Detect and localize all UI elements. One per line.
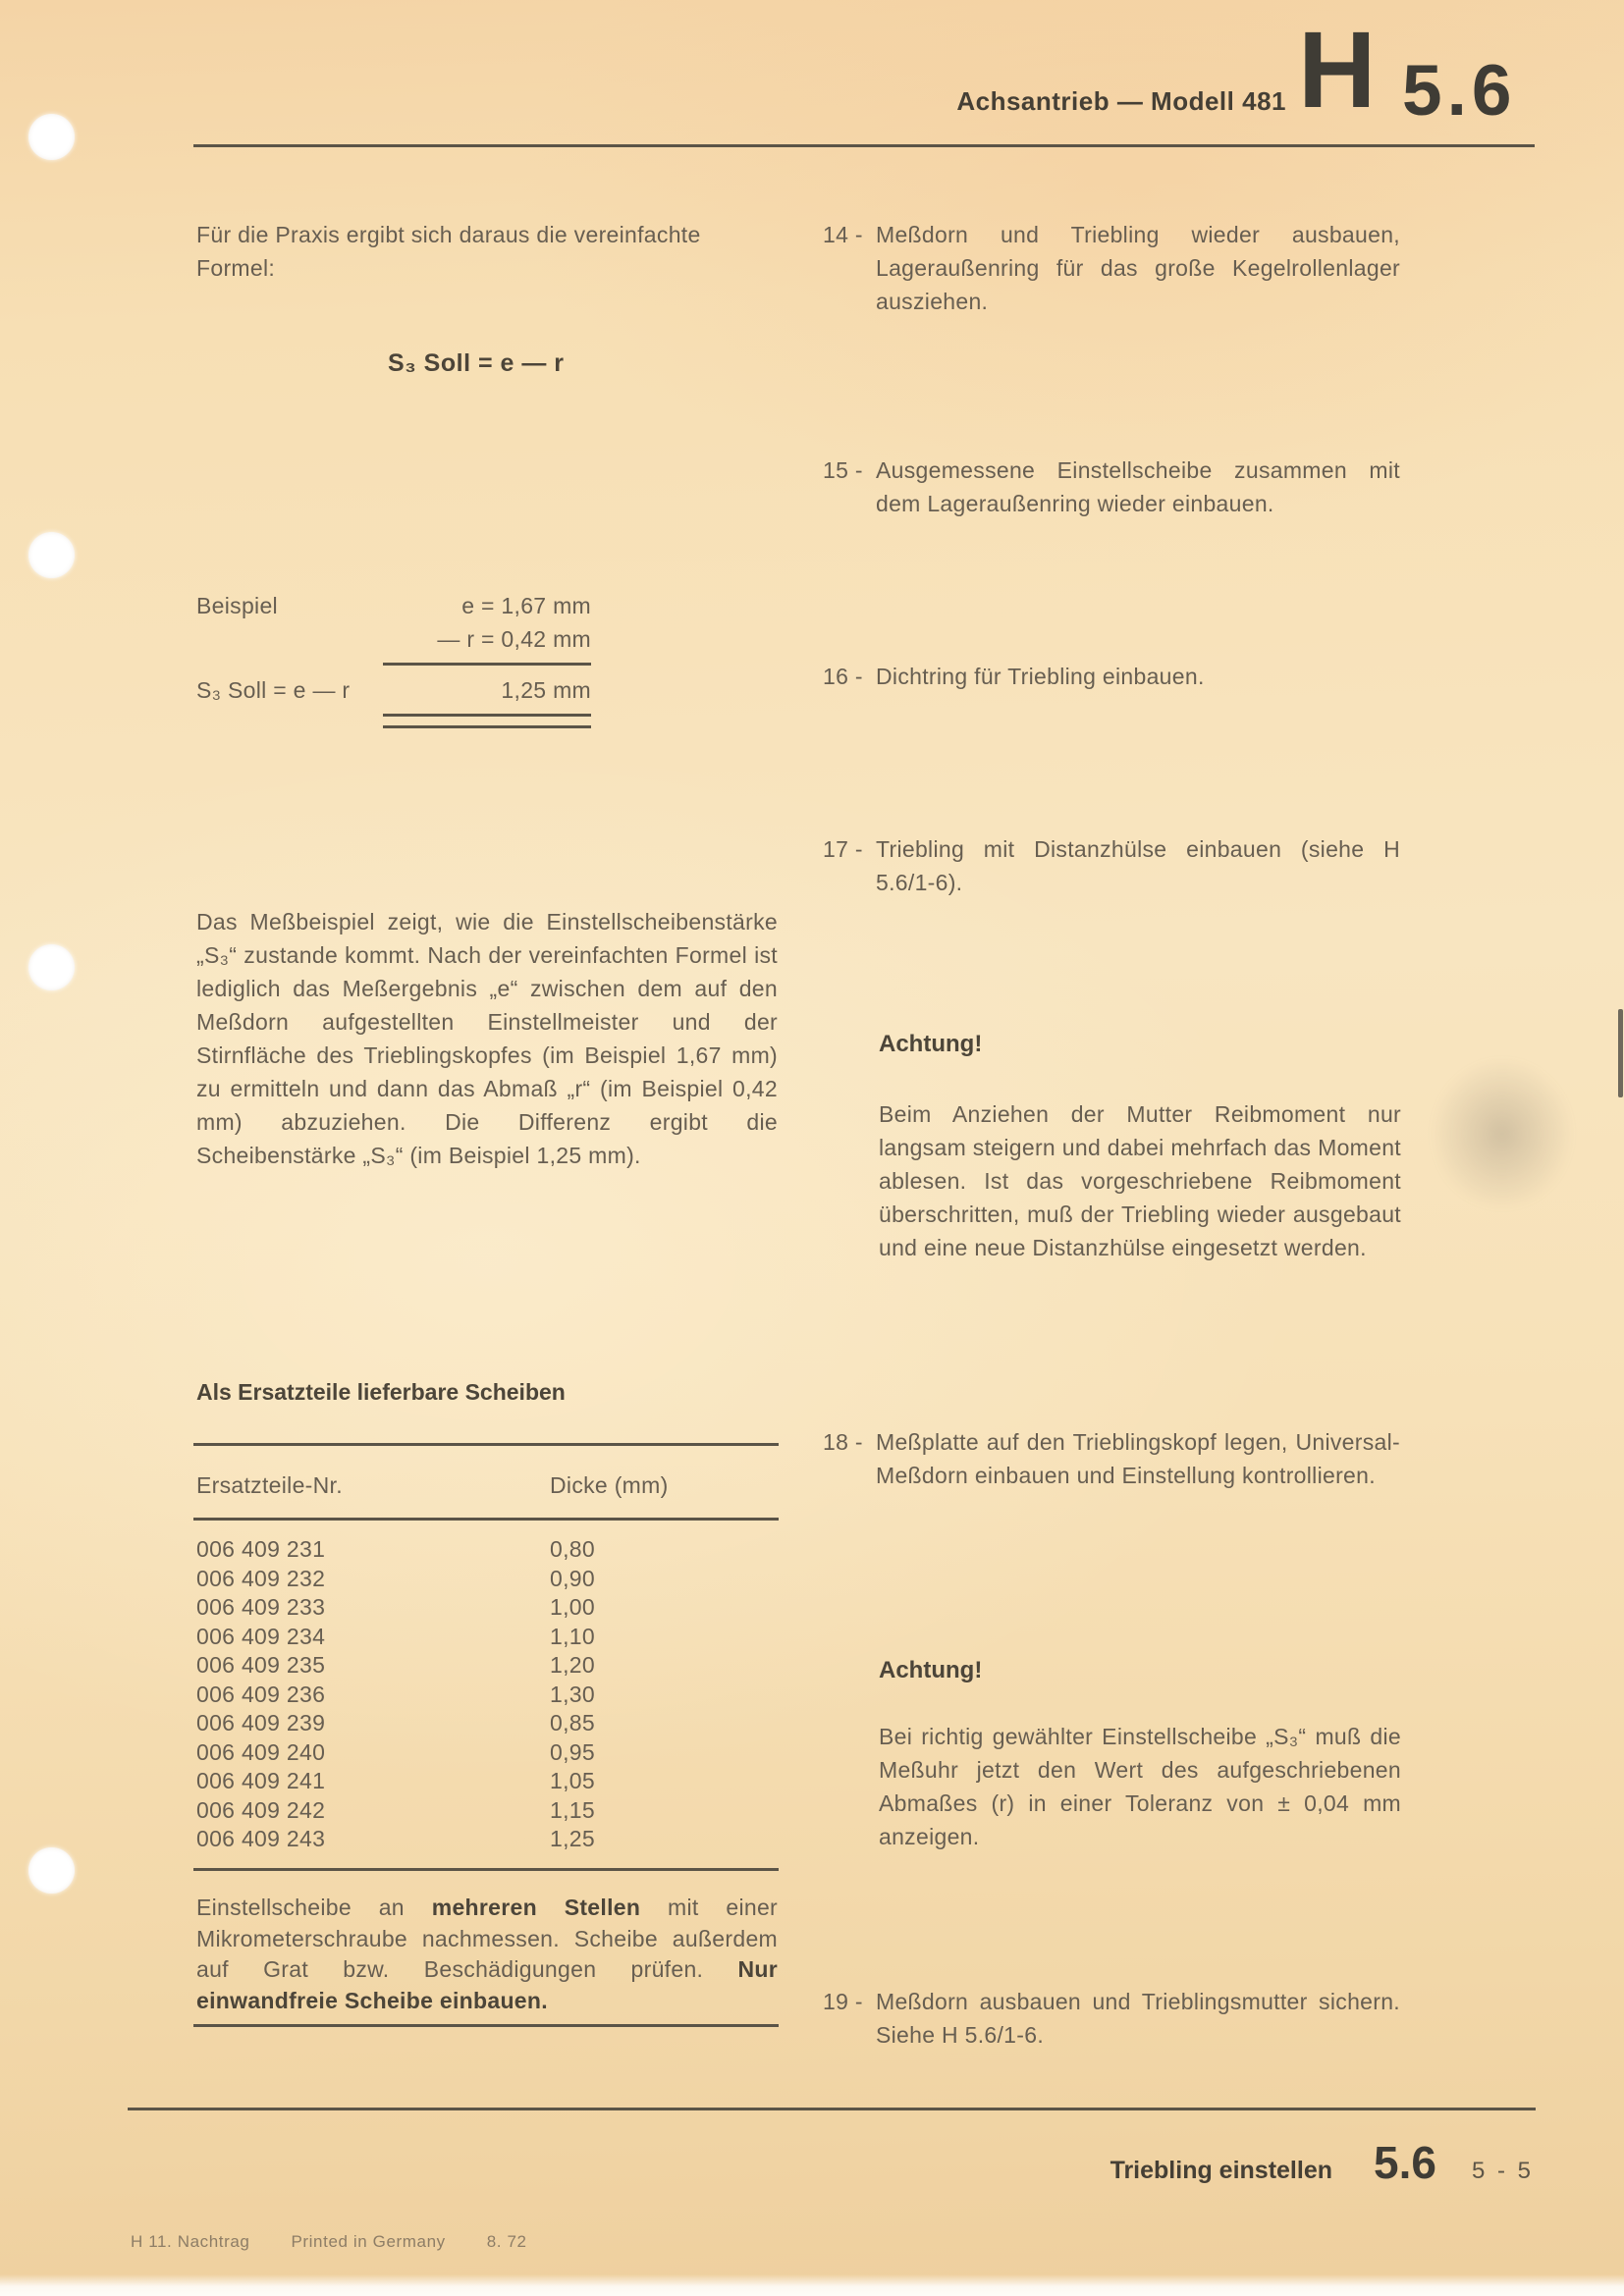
- example-block: [196, 589, 591, 728]
- footer-chapter-code: 5.6: [1374, 2137, 1436, 2188]
- step-item-18: [823, 1425, 1400, 1492]
- step-text: Ausgemessene Einstellscheibe zusammen mit dem Lageraußenring wieder einbauen.: [876, 457, 1400, 516]
- thickness-cell: 1,25: [550, 1826, 595, 1851]
- scan-edge-mark: [1618, 1009, 1623, 1097]
- example-result-label: S₃ Soll = e — r: [196, 677, 351, 703]
- thickness-cell: 1,20: [550, 1652, 595, 1678]
- step-text: Meßplatte auf den Trieblingskopf legen, Universal-Meßdorn einbauen und Einstellung kontrollieren.: [876, 1429, 1400, 1488]
- note-rule-bottom: [193, 2024, 779, 2027]
- column-header-nr: Ersatzteile-Nr.: [196, 1472, 343, 1498]
- note-paragraph: [196, 1893, 778, 2016]
- example-result-value: 1,25 mm: [501, 677, 591, 703]
- table-row: [196, 1681, 746, 1710]
- thickness-cell: 1,30: [550, 1681, 595, 1707]
- table-row: [196, 1565, 746, 1594]
- warning-heading: Achtung!: [879, 1657, 983, 1683]
- part-number-cell: 006 409 239: [196, 1710, 326, 1735]
- table-row: [196, 1738, 746, 1768]
- header-rule: [193, 144, 1535, 147]
- part-number-cell: 006 409 233: [196, 1594, 326, 1620]
- scan-bottom-edge: [0, 2274, 1624, 2296]
- part-number-cell: 006 409 240: [196, 1738, 326, 1765]
- warning-text: Bei richtig gewählter Einstellscheibe „S₃“ muß die Meßuhr jetzt den Wert des aufgeschriebenen Abmaßes (r) in einer Toleranz von ± 0,04 mm anzeigen.: [879, 1724, 1401, 1849]
- note-text: mit einer Mikrometerschraube nachmessen. Scheibe außerdem auf Grat bzw. Beschädigungen prüfen.: [196, 1895, 778, 1982]
- table-row: [196, 1593, 746, 1623]
- example-label: Beispiel: [196, 593, 278, 618]
- note-text: Einstellscheibe an: [196, 1895, 432, 1920]
- thickness-cell: 0,90: [550, 1565, 595, 1591]
- column-header-dicke: Dicke (mm): [550, 1472, 669, 1498]
- example-e-value: e = 1,67 mm: [461, 593, 591, 618]
- warning-text: Beim Anziehen der Mutter Reibmoment nur langsam steigern und dabei mehrfach das Moment ablesen. Ist das vorgeschriebene Reibmoment überschritten, muß der Triebling wieder ausgebaut und eine neue Distanzhülse eingesetzt werden.: [879, 1101, 1401, 1260]
- part-number-cell: 006 409 234: [196, 1623, 326, 1649]
- punch-hole: [28, 114, 75, 160]
- step-text: Meßdorn und Triebling wieder ausbauen, Lageraußenring für das große Kegelrollenlager ausziehen.: [876, 222, 1400, 314]
- punch-hole: [28, 944, 75, 990]
- footer-page-number: 5 - 5: [1471, 2158, 1534, 2184]
- spare-parts-heading: Als Ersatzteile lieferbare Scheiben: [196, 1379, 566, 1405]
- step-item-19: [823, 1985, 1400, 2052]
- table-row: [196, 1709, 746, 1738]
- thickness-cell: 0,80: [550, 1536, 595, 1562]
- step-text: Triebling mit Distanzhülse einbauen (siehe H 5.6/1-6).: [876, 836, 1400, 895]
- table-row: [196, 1825, 746, 1854]
- thickness-cell: 1,10: [550, 1623, 595, 1649]
- step-item-14: [823, 218, 1400, 318]
- section-code: 5.6: [1402, 51, 1517, 131]
- step-item-16: [823, 660, 1400, 693]
- part-number-cell: 006 409 242: [196, 1796, 326, 1823]
- part-number-cell: 006 409 236: [196, 1681, 326, 1707]
- thickness-cell: 1,15: [550, 1796, 595, 1823]
- punch-hole: [28, 1847, 75, 1894]
- measurement-paragraph: Das Meßbeispiel zeigt, wie die Einstellscheibenstärke „S₃“ zustande kommt. Nach der vereinfachten Formel ist lediglich das Meßergebnis „e“ zwischen dem auf den Meßdorn aufgestellten Einstellmeister und der Stirnfläche des Trieblingskopfes (im Beispiel 1,67 mm) zu ermitteln und dann das Abmaß „r“ (im Beispiel 0,42 mm) abzuziehen. Die Differenz ergibt die Scheibenstärke „S₃“ (im Beispiel 1,25 mm).: [196, 909, 778, 1168]
- section-letter: H: [1298, 10, 1377, 131]
- step-text: Meßdorn ausbauen und Trieblingsmutter sichern. Siehe H 5.6/1-6.: [876, 1989, 1400, 2048]
- imprint-date: 8. 72: [486, 2232, 527, 2251]
- thickness-cell: 1,00: [550, 1594, 595, 1620]
- table-row: [196, 1767, 746, 1796]
- thickness-cell: 0,85: [550, 1710, 595, 1735]
- step-text: Dichtring für Triebling einbauen.: [876, 664, 1205, 689]
- table-row: [196, 1535, 746, 1565]
- imprint-printed: Printed in Germany: [291, 2232, 446, 2251]
- imprint: [131, 2232, 527, 2252]
- table-rule-top: [193, 1443, 779, 1446]
- imprint-edition: H 11. Nachtrag: [131, 2232, 250, 2251]
- step-number: 17 -: [823, 836, 863, 862]
- example-r-value: — r = 0,42 mm: [383, 622, 591, 666]
- step-item-15: [823, 454, 1400, 520]
- table-row: [196, 1623, 746, 1652]
- table-rule-bottom: [193, 1868, 779, 1871]
- part-number-cell: 006 409 232: [196, 1565, 326, 1591]
- step-number: 19 -: [823, 1989, 863, 2014]
- footer-rule: [128, 2108, 1536, 2110]
- part-number-cell: 006 409 243: [196, 1826, 326, 1851]
- step-item-17: [823, 832, 1400, 899]
- step-number: 16 -: [823, 664, 863, 689]
- step-number: 15 -: [823, 457, 863, 483]
- step-number: 18 -: [823, 1429, 863, 1455]
- note-bold-text: mehreren Stellen: [431, 1895, 641, 1920]
- part-number-cell: 006 409 231: [196, 1536, 326, 1562]
- note-bold-text: Nur einwandfreie Scheibe einbauen.: [196, 1956, 778, 2013]
- thickness-cell: 0,95: [550, 1738, 595, 1765]
- warning-heading: Achtung!: [879, 1031, 983, 1057]
- part-number-cell: 006 409 241: [196, 1768, 326, 1793]
- table-rule-mid: [193, 1518, 779, 1521]
- footer-chapter-title: Triebling einstellen: [1110, 2157, 1333, 2184]
- footer-chapter: [1110, 2136, 1534, 2189]
- formula-text: S₃ Soll = e — r: [388, 349, 565, 377]
- intro-text: Für die Praxis ergibt sich daraus die vereinfachte Formel:: [196, 222, 701, 281]
- step-number: 14 -: [823, 222, 863, 247]
- punch-hole: [28, 532, 75, 578]
- example-double-rule: [383, 714, 591, 728]
- table-row: [196, 1651, 746, 1681]
- parts-table: [196, 1535, 746, 1854]
- breadcrumb: Achsantrieb — Modell 481: [956, 86, 1286, 116]
- table-row: [196, 1796, 746, 1826]
- part-number-cell: 006 409 235: [196, 1652, 326, 1678]
- thickness-cell: 1,05: [550, 1768, 595, 1793]
- scan-smudge: [1429, 1055, 1576, 1212]
